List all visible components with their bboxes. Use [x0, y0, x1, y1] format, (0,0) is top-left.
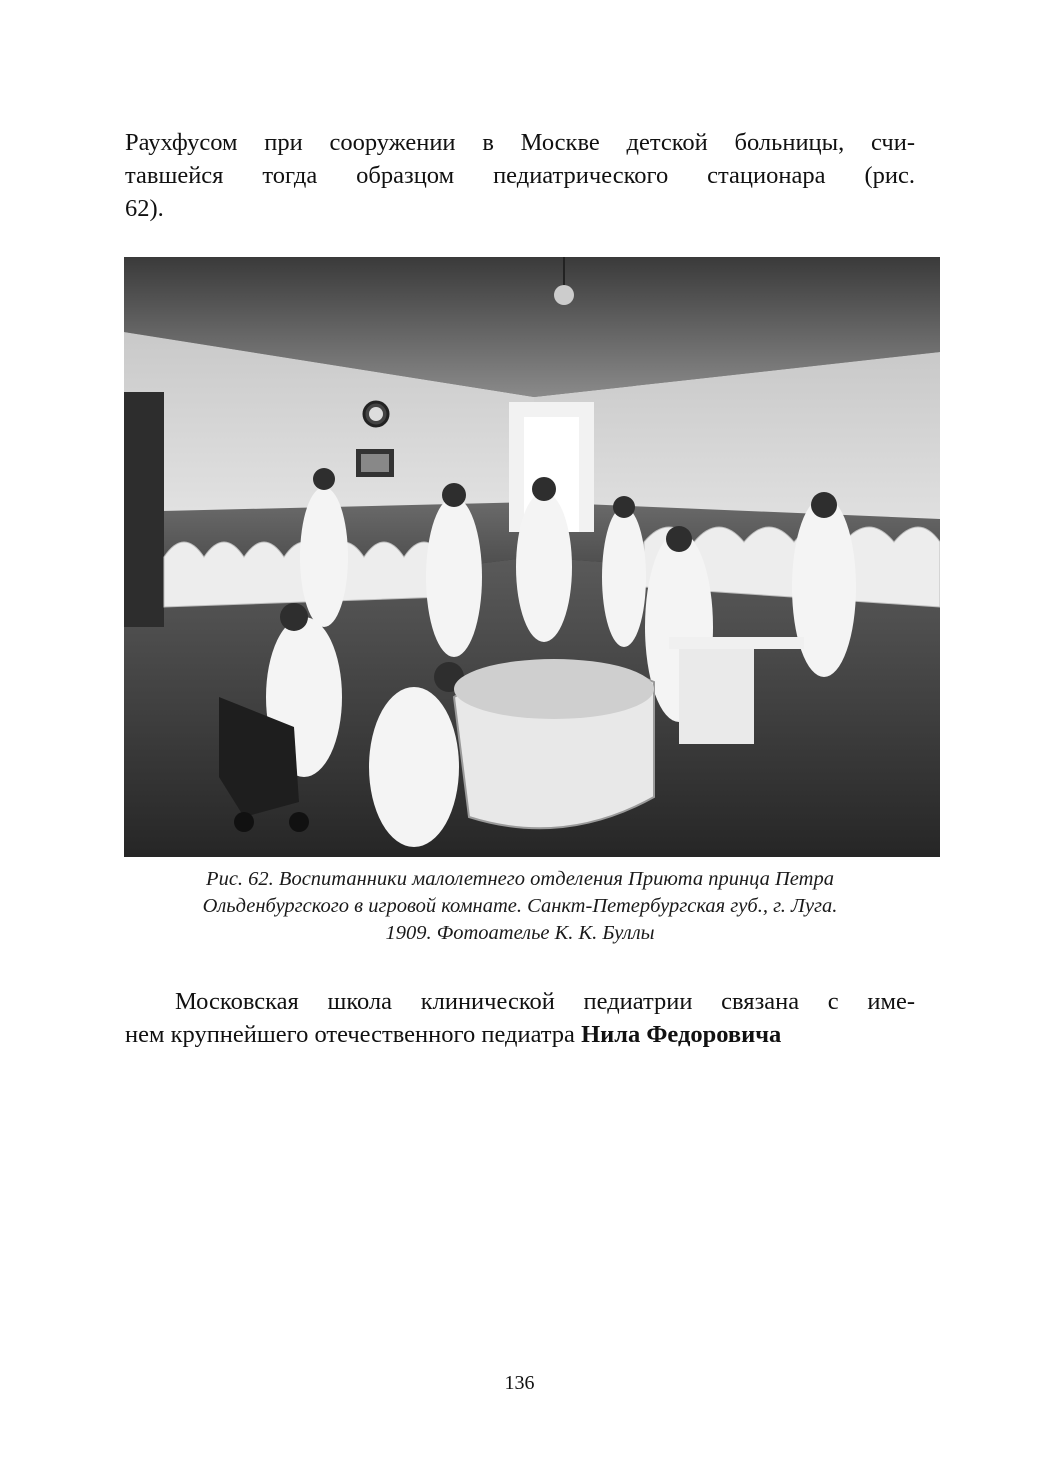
paragraph-bottom [125, 985, 915, 1051]
paragraph-line [125, 1018, 915, 1051]
page-number: 136 [504, 1372, 535, 1394]
figure-caption [125, 866, 915, 947]
paragraph-text: нем крупнейшего отечественного педиатра [125, 1021, 582, 1048]
paragraph-line: Московская школа клинической педиатрии связана с име- [175, 988, 915, 1015]
paragraph-line: 62). [125, 195, 164, 222]
paragraph-top [125, 126, 915, 225]
person-name: Нила Федоровича [581, 1021, 782, 1048]
caption-line: Ольденбургского в игровой комнате. Санкт-Петербургская губ., г. Луга. [202, 895, 838, 917]
caption-line: 1909. Фотоателье К. К. Буллы [385, 922, 655, 944]
caption-line: Рис. 62. Воспитанники малолетнего отделения Приюта принца Петра [206, 868, 834, 890]
paragraph-line: Раухфусом при сооружении в Москве детской больницы, счи- [125, 129, 915, 156]
paragraph-line: тавшейся тогда образцом педиатрического стационара (рис. [125, 162, 915, 189]
historical-photo [124, 257, 940, 857]
